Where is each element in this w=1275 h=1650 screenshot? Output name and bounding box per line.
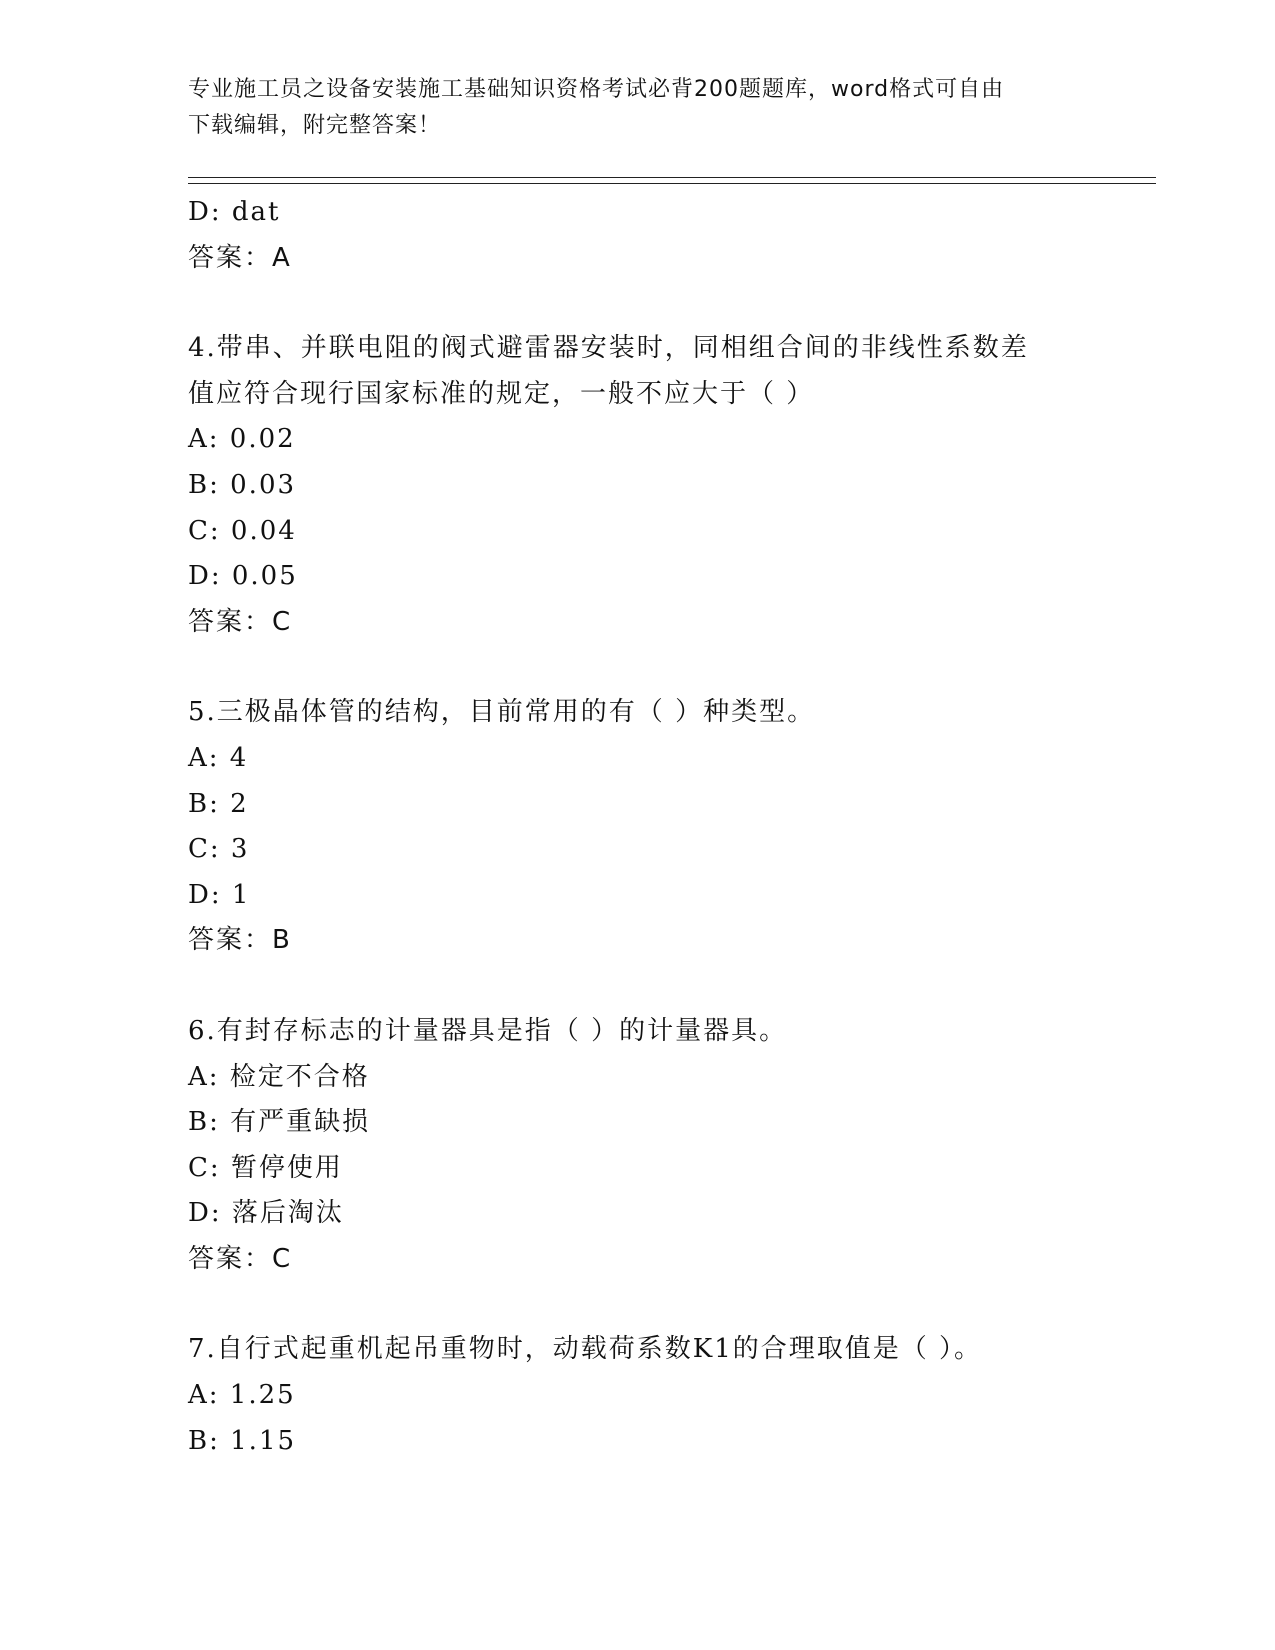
- header-rule-bottom: [188, 183, 1156, 184]
- option-d: D: dat: [188, 197, 281, 227]
- question-3-tail: [188, 190, 1088, 281]
- option-a: A: 4: [188, 742, 249, 773]
- question-6: [188, 1009, 1088, 1283]
- question-4: [188, 326, 1088, 645]
- option-c: C: 0.04: [188, 515, 297, 546]
- option-d: D: 落后淘汰: [188, 1198, 344, 1229]
- answer: 答案：C: [188, 1243, 293, 1274]
- option-a: A: 检定不合格: [188, 1061, 370, 1092]
- option-c: C: 暂停使用: [188, 1152, 343, 1183]
- question-7: [188, 1327, 1088, 1464]
- answer: 答案：A: [188, 242, 292, 273]
- option-c: C: 3: [188, 834, 250, 865]
- answer: 答案：C: [188, 606, 293, 637]
- option-b: B: 1.15: [188, 1425, 297, 1456]
- header-line-1: 专业施工员之设备安装施工基础知识资格考试必背200题题库，word格式可自由: [188, 77, 1005, 102]
- option-d: D: 1: [188, 879, 251, 910]
- header-line-2: 下载编辑，附完整答案！: [188, 113, 442, 138]
- header-rule-top: [188, 177, 1156, 178]
- option-a: A: 1.25: [188, 1380, 296, 1411]
- answer: 答案：B: [188, 925, 292, 956]
- question-text: 5.三极晶体管的结构，目前常用的有（ ）种类型。: [188, 697, 816, 728]
- question-5: [188, 690, 1088, 964]
- option-b: B: 2: [188, 788, 249, 819]
- option-d: D: 0.05: [188, 561, 298, 592]
- document-header: [188, 72, 1068, 144]
- question-text: 6.有封存标志的计量器具是指（ ）的计量器具。: [188, 1015, 788, 1046]
- question-text: [188, 326, 1088, 417]
- question-text: 7.自行式起重机起吊重物时，动载荷系数K1的合理取值是（ ）。: [188, 1334, 983, 1365]
- question-list: [188, 190, 1088, 1464]
- option-b: B: 有严重缺损: [188, 1107, 371, 1138]
- option-a: A: 0.02: [188, 424, 296, 455]
- question-text-line-2: 值应符合现行国家标准的规定，一般不应大于（ ）: [188, 378, 815, 409]
- question-text-line-1: 4.带串、并联电阻的阀式避雷器安装时，同相组合间的非线性系数差: [188, 333, 1029, 364]
- option-b: B: 0.03: [188, 469, 297, 500]
